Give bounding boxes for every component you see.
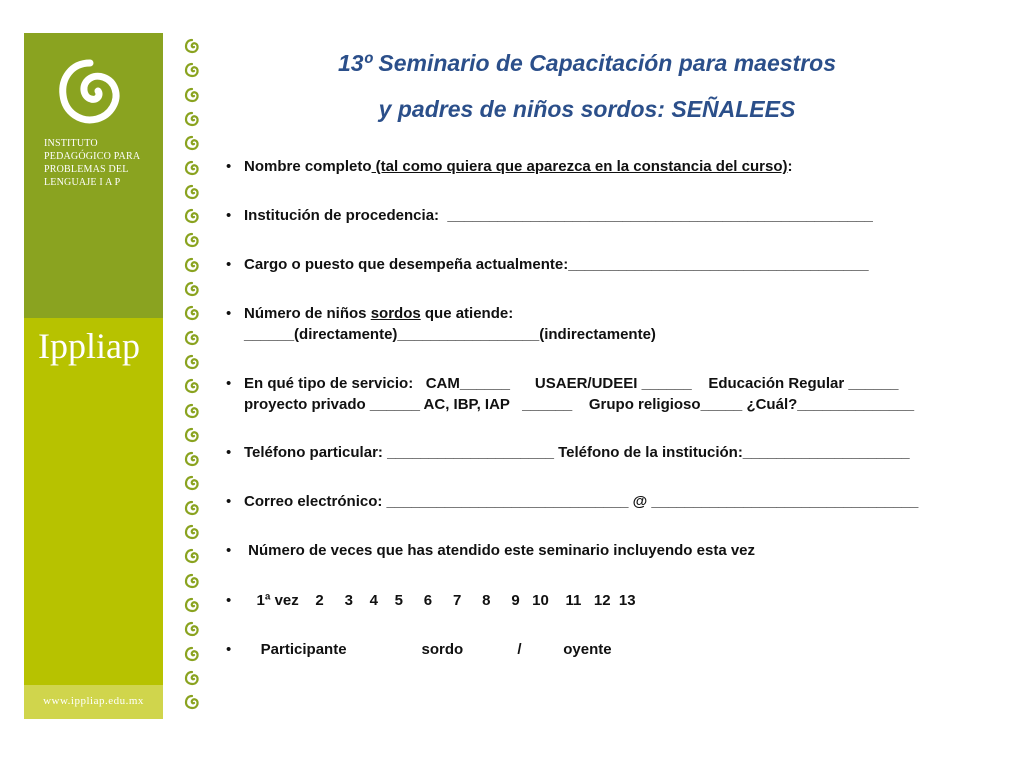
spiral-bullet-icon [184,427,200,443]
spiral-bullet-icon [184,451,200,467]
spiral-bullet-column [184,38,202,728]
spiral-bullet-icon [184,475,200,491]
veces-options: 1ª vez 2 3 4 5 6 7 8 9 10 11 12 13 [244,592,636,609]
bullet-dot: • [226,493,232,510]
brand-name: Ippliap [38,326,140,366]
servicio-line-1: En qué tipo de servicio: CAM______ USAER/UDEEI ______ Educación Regular ______ [244,375,899,392]
sidebar-panel [24,33,163,719]
website-url: www.ippliap.edu.mx [43,695,144,707]
title-line-2: y padres de niños sordos: SEÑALEES [378,96,796,122]
institution-line: INSTITUTO [44,138,98,149]
spiral-bullet-icon [184,330,200,346]
institution-line: PEDAGÓGICO PARA [44,151,141,162]
bullet-dot: • [226,158,232,175]
sidebar-middle-block [24,318,163,685]
spiral-bullet-icon [184,281,200,297]
bullet-dot: • [226,207,232,224]
participante-options: Participante sordo / oyente [244,641,612,658]
institution-line: PROBLEMAS DEL [44,164,129,175]
bullet-dot: • [226,256,232,273]
bullet-dot: • [226,444,232,461]
spiral-bullet-icon [184,184,200,200]
spiral-bullet-icon [184,378,200,394]
spiral-bullet-icon [184,621,200,637]
ninos-sordos: sordos [370,305,421,322]
spiral-bullet-icon [184,597,200,613]
spiral-bullet-icon [184,38,200,54]
spiral-bullet-icon [184,111,200,127]
cargo-field: Cargo o puesto que desempeña actualmente:____________________________________ [244,256,869,273]
nombre-note: (tal como quiera que aparezca en la constancia del curso) [371,158,788,175]
telefono-field: Teléfono particular: ____________________ Teléfono de la institución:____________________ [244,444,910,461]
servicio-line-2: proyecto privado ______ AC, IBP, IAP ______ Grupo religioso_____ ¿Cuál?______________ [244,396,915,413]
spiral-bullet-icon [184,646,200,662]
spiral-bullet-icon [184,208,200,224]
spiral-bullet-icon [184,573,200,589]
bullet-dot: • [226,592,232,609]
spiral-bullet-icon [184,160,200,176]
spiral-bullet-icon [184,257,200,273]
ninos-label-b: que atiende: [420,305,514,322]
spiral-bullet-icon [184,670,200,686]
spiral-bullet-icon [184,354,200,370]
veces-label: Número de veces que has atendido este seminario incluyendo esta vez [244,542,756,559]
spiral-bullet-icon [184,524,200,540]
ninos-field: ______(directamente)_________________(indirectamente) [244,326,656,343]
bullet-dot: • [226,305,232,322]
spiral-bullet-icon [184,548,200,564]
page-title [220,40,954,132]
correo-field: Correo electrónico: _____________________________ @ ________________________________ [244,493,919,510]
spiral-logo-icon [57,57,123,127]
nombre-colon: : [787,158,793,175]
spiral-bullet-icon [184,135,200,151]
bullet-dot: • [226,641,232,658]
spiral-bullet-icon [184,694,200,710]
institution-line: LENGUAJE I A P [44,177,121,188]
nombre-label: Nombre completo [244,158,372,175]
institution-name [44,137,162,189]
bullet-dot: • [226,375,232,392]
ninos-label-a: Número de niños [244,305,371,322]
institucion-field: Institución de procedencia: ___________________________________________________ [244,207,873,224]
spiral-bullet-icon [184,87,200,103]
title-line-1: 13º Seminario de Capacitación para maestros [338,50,836,76]
bullet-dot: • [226,542,232,559]
spiral-bullet-icon [184,403,200,419]
spiral-bullet-icon [184,232,200,248]
spiral-bullet-icon [184,305,200,321]
spiral-bullet-icon [184,500,200,516]
spiral-bullet-icon [184,62,200,78]
